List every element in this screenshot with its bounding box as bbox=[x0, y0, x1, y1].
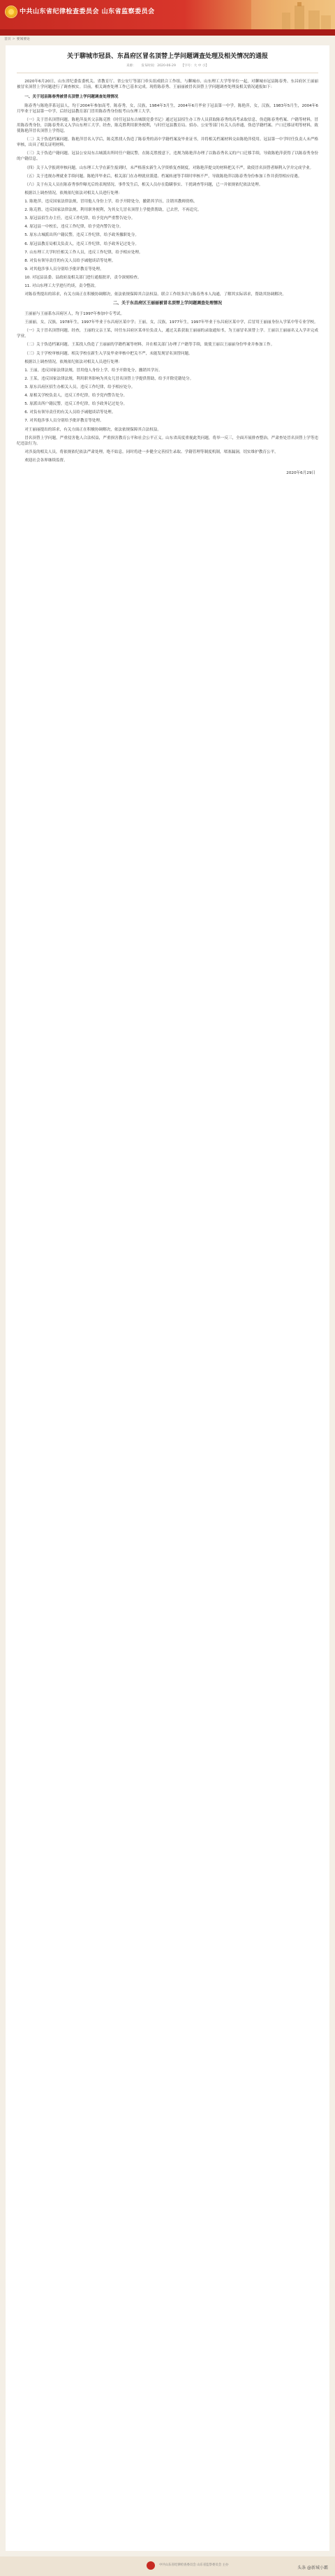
section1-handling-item: 2. 陈克胜，违反国家法律法规，利用职务便利，为其女儿冒名顶替上学提供帮助，已去世，不再追究。 bbox=[24, 208, 202, 213]
section2-item: （一）关于冒名顶替问题。经查，王丽的父亲王某，时任东昌府区某单位负责人，通过关系获取王丽丽的录取通知书，为王丽冒名顶替上学。王丽以王丽丽名义入学并完成学业。 bbox=[17, 329, 318, 339]
section1-item: （四）关于入学报到审核问题。山东理工大学在新生报到时，未严格落实新生入学资格复查制度，对陈艳萍提交的材料把关不严，致使冒名顶替者顺利入学并完成学业。 bbox=[24, 165, 314, 170]
section1-item: （六）关于有关人员在陈春秀事件曝光后的表现情况。事件发生后，相关人员存在隐瞒事实、干扰调查等问题，已一并依规依纪依法处理。 bbox=[24, 182, 263, 187]
breadcrumb-home[interactable]: 首页 bbox=[4, 37, 11, 41]
section1-handling-item: 11. 对山东理工大学进行约谈，责令整改。 bbox=[24, 284, 98, 289]
site-banner bbox=[0, 0, 335, 29]
meta-source: 来源： bbox=[126, 64, 136, 68]
section2-handling-item: 6. 对负有领导责任的有关人员给予诫勉谈话等处理。 bbox=[24, 410, 116, 415]
section2-intro: 王丽丽，女，汉族，1978年生，1997年毕业于东昌府区某中学；王丽，女，汉族，1977年生，1997年毕业于东昌府区某中学，后冒用王丽丽身份入学某中等专业学校。 bbox=[24, 320, 318, 325]
party-emblem-icon bbox=[6, 6, 17, 17]
article-title: 关于聊城市冠县、东昌府区冒名顶替上学问题调查处理及相关情况的通报 bbox=[66, 53, 268, 60]
section2-subtitle: 王丽丽与王丽系东昌府区人，均于1997年参加中专考试。 bbox=[24, 312, 125, 316]
section1-handling-item: 7. 山东理工大学时任相关工作人员，违反工作纪律，给予相应处理。 bbox=[24, 250, 143, 255]
page-footer bbox=[0, 2556, 335, 2576]
section2-handling-item: 2. 王某，违反国家法律法规，利用职务影响为其女儿冒名顶替上学提供帮助，给予开除党籍处分。 bbox=[24, 376, 194, 381]
intro-paragraph: 2020年6月20日，山东省纪委监委机关、省教育厅、省公安厅等部门牵头组成联合工作组，与聊城市、山东理工大学等单位一起，对聊城市冠县陈春秀、东昌府区王丽丽被冒名顶替上学问题进行了调查核实。目前，相关调查处理工作已基本完成。现将陈春秀、王丽丽被冒名顶替上学问题调查处理及相关情况通报如下： bbox=[17, 80, 318, 90]
footer-emblem-icon bbox=[147, 2561, 155, 2570]
section1-heading: 一、关于冠县陈春秀被冒名顶替上学问题调查处理情况 bbox=[24, 95, 119, 100]
breadcrumb-section[interactable]: 要闻要论 bbox=[16, 37, 30, 41]
breadcrumb-separator: > bbox=[12, 37, 15, 41]
section2-handling-item: 4. 原相关学校负责人，违反工作纪律，给予党内警告处分。 bbox=[24, 394, 128, 399]
article-meta bbox=[17, 64, 318, 69]
closing-paragraph: 对涉及的相关人员，将依规依纪依法严肃处理，绝不姑息。同时将进一步健全完善招生录取、学籍管理等制度机制，堵塞漏洞，切实维护教育公平。 bbox=[24, 449, 278, 454]
section2-item: （二）关于伪造档案问题。王某找人伪造了王丽丽的学籍档案等材料，并在相关部门办理了户籍等手续，致使王丽以王丽丽身份毕业并参加工作。 bbox=[24, 343, 275, 348]
breadcrumb bbox=[0, 36, 335, 44]
section1-follow: 对陈春秀提出的诉求，有关方面正在积极协调解决，依法依规保障其合法权益。联合工作组多次与陈春秀本人沟通，了解其实际诉求，帮助其协调解决。 bbox=[24, 292, 286, 297]
site-name: 中共山东省纪律检查委员会 山东省监察委员会 bbox=[20, 8, 155, 15]
section1-item: （五）关于违规办理就业手续问题。陈艳萍毕业后，相关部门在办理就业派遣、档案转递等手续时审核不严，导致陈艳萍以陈春秀身份参加工作并获得相应待遇。 bbox=[24, 174, 302, 179]
building-skyline-icon bbox=[251, 0, 335, 29]
watermark-text: 头条 @新城小霸 bbox=[297, 2566, 328, 2571]
section2-heading: 二、关于东昌府区王丽丽被冒名顶替上学问题调查处理情况 bbox=[112, 301, 222, 306]
section1-intro: 陈春秀与陈艳萍系冠县人，均于2004年参加高考。陈春秀，女，汉族，1984年3月生，2004年6月毕业于冠县第一中学。陈艳萍，女，汉族，1983年5月生，2004年6月毕业于冠县第一中学，后经冠县教育部门冒用陈春秀身份报考山东理工大学。 bbox=[17, 103, 318, 114]
section2-handling-item: 1. 王丽，违反国家法律法规，冒用他人身份上学，给予开除处分，撤销其学历。 bbox=[24, 368, 163, 373]
section2-handling-intro: 根据以上调查情况，依规依纪依法对相关人员进行处理： bbox=[24, 359, 123, 364]
section2-follow: 对王丽丽提出的诉求，有关方面正在积极协调解决，依法依规保障其合法权益。 bbox=[24, 427, 161, 432]
meta-date: 发布时间：2020-06-29 bbox=[141, 64, 176, 68]
section1-handling-item: 4. 原冠县一中校长，违反工作纪律，给予党内警告处分。 bbox=[24, 225, 124, 230]
nav-bar bbox=[0, 29, 335, 36]
section2-handling-item: 3. 原东昌府区招生办相关人员，违反工作纪律，给予相应处分。 bbox=[24, 385, 135, 389]
closing-paragraph: 冒名顶替上学问题，严重侵害他人合法权益，严重损害教育公平和社会公平正义。山东省高度重视此类问题，将举一反三，全面开展排查整治，严肃查处冒名顶替上学等违纪违法行为。 bbox=[17, 435, 318, 446]
closing-paragraph: 欢迎社会各界继续监督。 bbox=[24, 458, 68, 463]
footer-text: 中共山东省纪律检查委员会 山东省监察委员会 主办 bbox=[159, 2563, 229, 2567]
section1-handling-item: 5. 原东古城派出所户籍民警，违反工作纪律，给予政务撤职处分。 bbox=[24, 233, 139, 238]
section1-item: （一）关于冒名顶替问题。陈艳萍及其父亲陈克胜（时任冠县东古城镇党委书记）通过冠县招生办工作人员获取陈春秀的高考录取信息，伪造陈春秀档案、户籍等材料，冒用陈春秀身份，以陈春秀名义入学山东理工大学。经查，陈克胜利用职务便利，与时任冠县教育局、招办、公安等部门有关人员串通，伪造学籍档案、户口迁移证明等材料，致使陈艳萍冒名顶替上学得逞。 bbox=[17, 117, 318, 134]
signature-date: 2020年6月29日 bbox=[286, 471, 315, 476]
section1-handling-item: 3. 原冠县招生办主任，违反工作纪律，给予党内严重警告处分。 bbox=[24, 216, 135, 221]
section1-item: （二）关于伪造档案问题。陈艳萍冒名入学后，陈克胜找人伪造了陈春秀的高中学籍档案及毕业证书，并将相关档案材料交由陈艳萍使用。冠县第一中学时任负责人未严格审核，出具了相关证明材料。 bbox=[17, 137, 318, 148]
section1-handling-item: 6. 原冠县教育局相关负责人，违反工作纪律，给予政务记过处分。 bbox=[24, 241, 139, 246]
section2-handling-item: 5. 原派出所户籍民警，违反工作纪律，给予政务记过处分。 bbox=[24, 402, 128, 407]
meta-font-size[interactable]: 【字号：大 中 小】 bbox=[181, 64, 209, 68]
section1-handling-item: 10. 对冠县县委、县政府及相关部门进行通报批评，责令深刻检查。 bbox=[24, 275, 142, 280]
article-container bbox=[6, 45, 329, 2551]
section1-handling-intro: 根据以上调查情况，依规依纪依法对相关人员进行处理： bbox=[24, 191, 123, 195]
section2-handling-item: 7. 对其他涉事人员分别给予批评教育等处理。 bbox=[24, 419, 104, 424]
section1-handling-item: 8. 对负有领导责任的有关人员给予诫勉谈话等处理。 bbox=[24, 258, 116, 263]
section1-handling-item: 1. 陈艳萍，违反国家法律法规，冒用他人身份上学，给予开除处分，撤销其学历，注销其教师资格。 bbox=[24, 200, 198, 204]
section2-item: （三）关于学校审核问题。相关学校在新生入学及毕业审核中把关不严，未能发现冒名顶替问题。 bbox=[24, 351, 193, 356]
section1-item: （三）关于伪造户籍问题。冠县公安局东古城派出所时任户籍民警，在陈克胜授意下，违规为陈艳萍办理了以陈春秀名义的户口迁移手续，导致陈艳萍获得了以陈春秀身份的户籍信息。 bbox=[17, 151, 318, 162]
section1-handling-item: 9. 对其他涉事人员分别给予批评教育等处理。 bbox=[24, 267, 104, 271]
